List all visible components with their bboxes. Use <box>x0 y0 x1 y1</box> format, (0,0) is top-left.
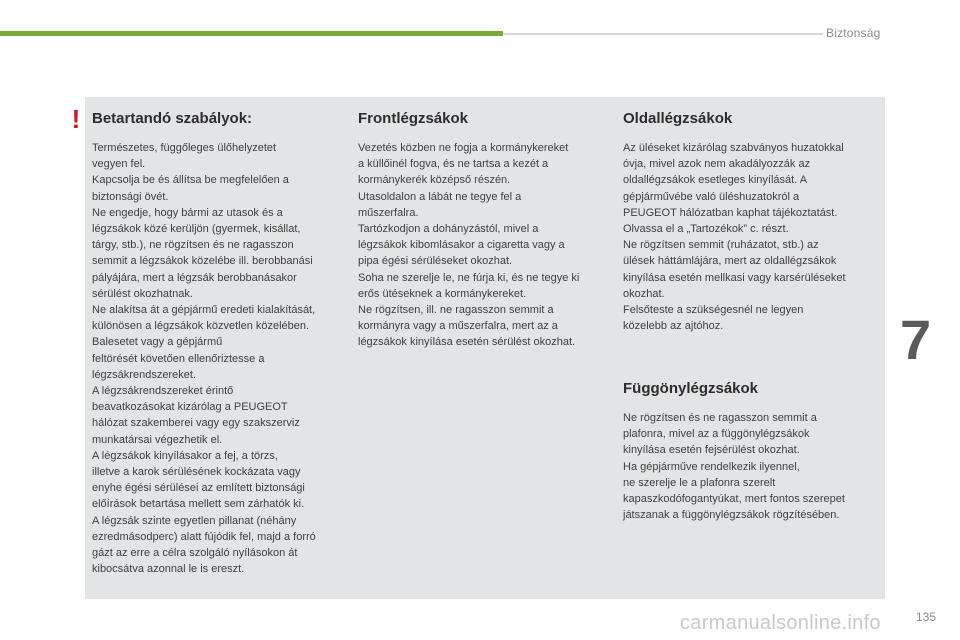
text-line: Utasoldalon a lábát ne tegye fel a <box>358 190 522 203</box>
side-airbags-column <box>623 110 878 334</box>
text-line: Soha ne szerelje le, ne fúrja ki, és ne tegye ki <box>358 271 580 284</box>
text-line: óvja, mivel azok nem akadályozzák az <box>623 158 811 171</box>
text-line: Ne rögzítsen semmit (ruházatot, stb.) az <box>623 239 819 252</box>
header-accent-bar <box>0 31 503 36</box>
text-line: hálózat szakemberei vagy egy szakszerviz <box>92 417 300 430</box>
text-line: A légzsák szinte egyetlen pillanat (néhány <box>92 514 297 527</box>
text-line: játszanak a függönylégzsákok rögzítésében. <box>623 509 840 522</box>
text-line: kibocsátva azonnal le is ereszt. <box>92 563 245 576</box>
text-line: Felsőteste a szükségesnél ne legyen <box>623 304 804 317</box>
text-line: Ne rögzítsen, ill. ne ragasszon semmit a <box>358 304 554 317</box>
text-line: feltörését követően ellenőriztesse a <box>92 352 265 365</box>
text-line: légzsákok közé kerüljön (gyermek, kisállat, <box>92 223 301 236</box>
warning-icon: ! <box>71 104 81 134</box>
text-line: Olvassa el a „Tartozékok” c. részt. <box>623 223 789 236</box>
text-line: vegyen fel. <box>92 158 146 171</box>
text-line: ülések háttámlájára, mert az oldallégzsákok <box>623 255 837 268</box>
text-line: erős ütéseknek a kormánykereket. <box>358 287 527 300</box>
front-airbags-column <box>358 110 613 351</box>
text-line: munkatársai végezhetik el. <box>92 433 223 446</box>
rules-text <box>92 140 352 577</box>
curtain-airbags-text <box>623 410 878 523</box>
text-line: A légzsákok kinyílásakor a fej, a törzs, <box>92 449 278 462</box>
text-line: légzsákok kinyílása esetén sérülést okozhat. <box>358 336 576 349</box>
front-airbags-text <box>358 140 613 351</box>
text-line: kapaszkodófogantyúkat, mert fontos szerepet <box>623 493 845 506</box>
rules-column <box>92 110 352 577</box>
text-line: okozhat. <box>623 287 665 300</box>
text-line: Tartózkodjon a dohányzástól, mivel a <box>358 223 539 236</box>
front-airbags-heading: Frontlégzsákok <box>358 110 469 127</box>
text-line: Ne rögzítsen és ne ragasszon semmit a <box>623 412 817 424</box>
text-line: kormányra vagy a műszerfalra, mert az a <box>358 320 558 333</box>
text-line: Kapcsolja be és állítsa be megfelelően a <box>92 174 289 187</box>
text-line: gépjárművébe való üléshuzatokról a <box>623 190 800 203</box>
text-line: PEUGEOT hálózatban kaphat tájékoztatást. <box>623 206 838 219</box>
text-line: sérülést okozhatnak. <box>92 287 193 300</box>
text-line: közelebb az ajtóhoz. <box>623 320 724 333</box>
text-line: enyhe égési sérülései az említett biztonsági <box>92 482 305 495</box>
text-line: Balesetet vagy a gépjármű <box>92 336 223 349</box>
text-line: kinyílása esetén fejsérülést okozhat. <box>623 444 800 457</box>
text-line: A légzsákrendszereket érintő <box>92 385 234 398</box>
text-line: műszerfalra. <box>358 206 419 219</box>
text-line: a küllőinél fogva, és ne tartsa a kezét a <box>358 158 549 171</box>
text-line: gázt az erre a célra szolgáló nyílásokon át <box>92 547 298 560</box>
text-line: Vezetés közben ne fogja a kormánykereket <box>358 142 569 154</box>
text-line: tárgy, stb.), ne rögzítsen és ne ragasszon <box>92 239 294 252</box>
page-number: 135 <box>916 610 937 624</box>
text-line: beavatkozásokat kizárólag a PEUGEOT <box>92 401 288 414</box>
side-airbags-text <box>623 140 878 334</box>
text-line: illetve a karok sérülésének kockázata vagy <box>92 466 301 479</box>
text-line: kormánykerék középső részén. <box>358 174 511 187</box>
text-line: plafonra, mivel az a függönylégzsákok <box>623 428 810 441</box>
text-line: Ha gépjárműve rendelkezik ilyennel, <box>623 460 800 473</box>
text-line: pipa égési sérüléseket okozhat. <box>358 255 513 268</box>
text-line: Ne alakítsa át a gépjármű eredeti kialakítását, <box>92 304 316 317</box>
chapter-number: 7 <box>900 308 932 371</box>
section-title: Biztonság <box>826 26 881 40</box>
side-airbags-heading: Oldallégzsákok <box>623 110 733 127</box>
text-line: ne szerelje le a plafonra szerelt <box>623 476 776 489</box>
text-line: Természetes, függőleges ülőhelyzetet <box>92 142 277 154</box>
text-line: ezredmásodperc) alatt fújódik fel, majd a forró <box>92 530 316 543</box>
text-line: oldallégzsákok esetleges kinyílását. A <box>623 174 808 187</box>
text-line: semmit a légzsákok közelébe ill. berobbanási <box>92 255 313 268</box>
text-line: Az üléseket kizárólag szabványos huzatokkal <box>623 142 844 154</box>
header-rule <box>503 33 823 35</box>
text-line: légzsákrendszereket. <box>92 368 196 381</box>
curtain-airbags-column <box>623 380 878 523</box>
text-line: Ne engedje, hogy bármi az utasok és a <box>92 206 283 219</box>
curtain-airbags-heading: Függönylégzsákok <box>623 380 759 397</box>
text-line: kinyílása esetén mellkasi vagy karsérüléseket <box>623 271 846 284</box>
text-line: különösen a légzsákok közvetlen közelében. <box>92 320 310 333</box>
rules-heading: Betartandó szabályok: <box>92 110 253 127</box>
text-line: biztonsági övét. <box>92 190 169 203</box>
text-line: légzsákok kibomlásakor a cigaretta vagy a <box>358 239 565 252</box>
text-line: előírások betartása mellett sem zárhatók ki. <box>92 498 305 511</box>
text-line: pályájára, mert a légzsák berobbanásakor <box>92 271 297 284</box>
watermark: carmanualsonline.info <box>680 612 881 634</box>
